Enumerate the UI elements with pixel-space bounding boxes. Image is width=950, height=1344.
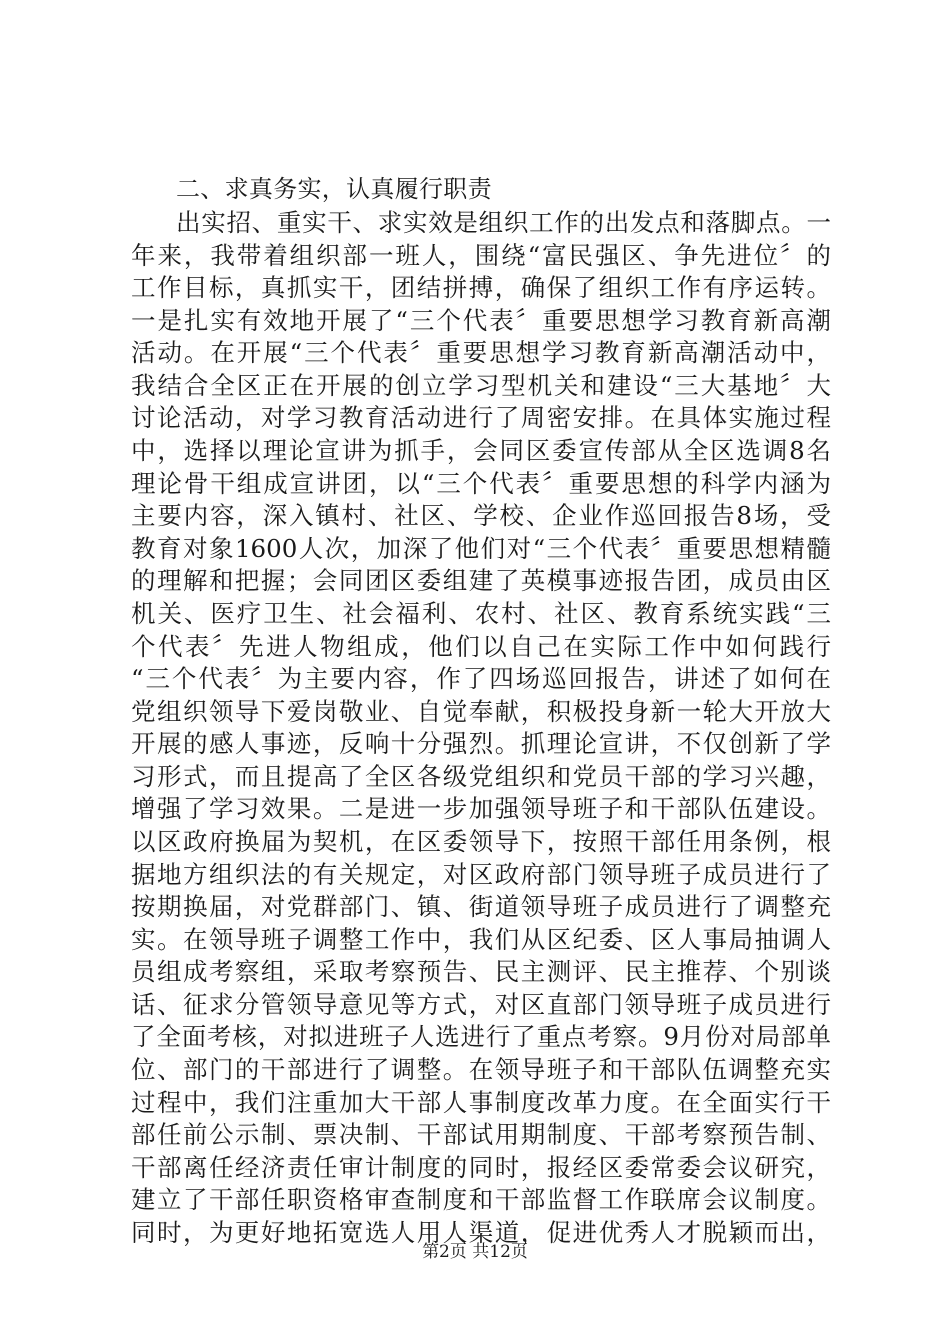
text-line: 部任前公示制、票决制、干部试用期制度、干部考察预告制、 [131, 1120, 831, 1150]
text-line: 开展的感人事迹，反响十分强烈。抓理论宣讲，不仅创新了学 [131, 729, 831, 759]
text-line: 了全面考核，对拟进班子人选进行了重点考察。9月份对局部单 [131, 1022, 831, 1052]
text-line: 实。在领导班子调整工作中，我们从区纪委、区人事局抽调人 [131, 924, 831, 954]
text-line: 员组成考察组，采取考察预告、民主测评、民主推荐、个别谈 [131, 957, 831, 987]
body-text [131, 207, 831, 1250]
text-line: 党组织领导下爱岗敬业、自觉奉献，积极投身新一轮大开放大 [131, 696, 831, 726]
text-line: 同时，为更好地拓宽选人用人渠道，促进优秀人才脱颖而出， [131, 1217, 831, 1247]
text-line: 干部离任经济责任审计制度的同时，报经区委常委会议研究， [131, 1152, 831, 1182]
text-line: 建立了干部任职资格审查制度和干部监督工作联席会议制度。 [131, 1185, 831, 1215]
text-line: 的理解和把握；会同团区委组建了英模事迹报告团，成员由区 [131, 566, 831, 596]
text-line: 主要内容，深入镇村、社区、学校、企业作巡回报告8场，受 [131, 501, 831, 531]
text-line: 出实招、重实干、求实效是组织工作的出发点和落脚点。一 [176, 208, 831, 237]
text-line: 按期换届，对党群部门、镇、街道领导班子成员进行了调整充 [131, 892, 831, 922]
text-line: 活动。在开展“三个代表〞重要思想学习教育新高潮活动中， [131, 338, 831, 368]
text-line: 机关、医疗卫生、社会福利、农村、社区、教育系统实践“三 [131, 598, 831, 628]
text-line: 教育对象1600人次，加深了他们对“三个代表〞重要思想精髓 [131, 533, 831, 563]
text-line: 个代表〞先进人物组成，他们以自己在实际工作中如何践行 [131, 631, 831, 661]
text-line: 习形式，而且提高了全区各级党组织和党员干部的学习兴趣， [131, 761, 831, 791]
page-number-footer: 第2页 共12页 [422, 1242, 528, 1262]
text-line: 话、征求分管领导意见等方式，对区直部门领导班子成员进行 [131, 989, 831, 1019]
text-line: 过程中，我们注重加大干部人事制度改革力度。在全面实行干 [131, 1087, 831, 1117]
text-line: 以区政府换届为契机，在区委领导下，按照干部任用条例，根 [131, 826, 831, 856]
text-line: 讨论活动，对学习教育活动进行了周密安排。在具体实施过程 [131, 403, 831, 433]
text-line: 我结合全区正在开展的创立学习型机关和建设“三大基地〞大 [131, 370, 831, 400]
text-line: “三个代表〞为主要内容，作了四场巡回报告，讲述了如何在 [131, 664, 831, 694]
text-line: 据地方组织法的有关规定，对区政府部门领导班子成员进行了 [131, 859, 831, 889]
text-line: 理论骨干组成宣讲团，以“三个代表〞重要思想的科学内涵为 [131, 468, 831, 498]
text-line: 年来，我带着组织部一班人，围绕“富民强区、争先进位〞的 [131, 240, 831, 270]
text-line: 中，选择以理论宣讲为抓手，会同区委宣传部从全区选调8名 [131, 436, 831, 466]
text-line: 位、部门的干部进行了调整。在领导班子和干部队伍调整充实 [131, 1055, 831, 1085]
text-line: 一是扎实有效地开展了“三个代表〞重要思想学习教育新高潮 [131, 305, 831, 335]
section-heading: 二、求真务实，认真履行职责 [176, 175, 492, 203]
text-line: 工作目标，真抓实干，团结拼搏，确保了组织工作有序运转。 [131, 273, 831, 303]
text-line: 增强了学习效果。二是进一步加强领导班子和干部队伍建设。 [131, 794, 831, 824]
